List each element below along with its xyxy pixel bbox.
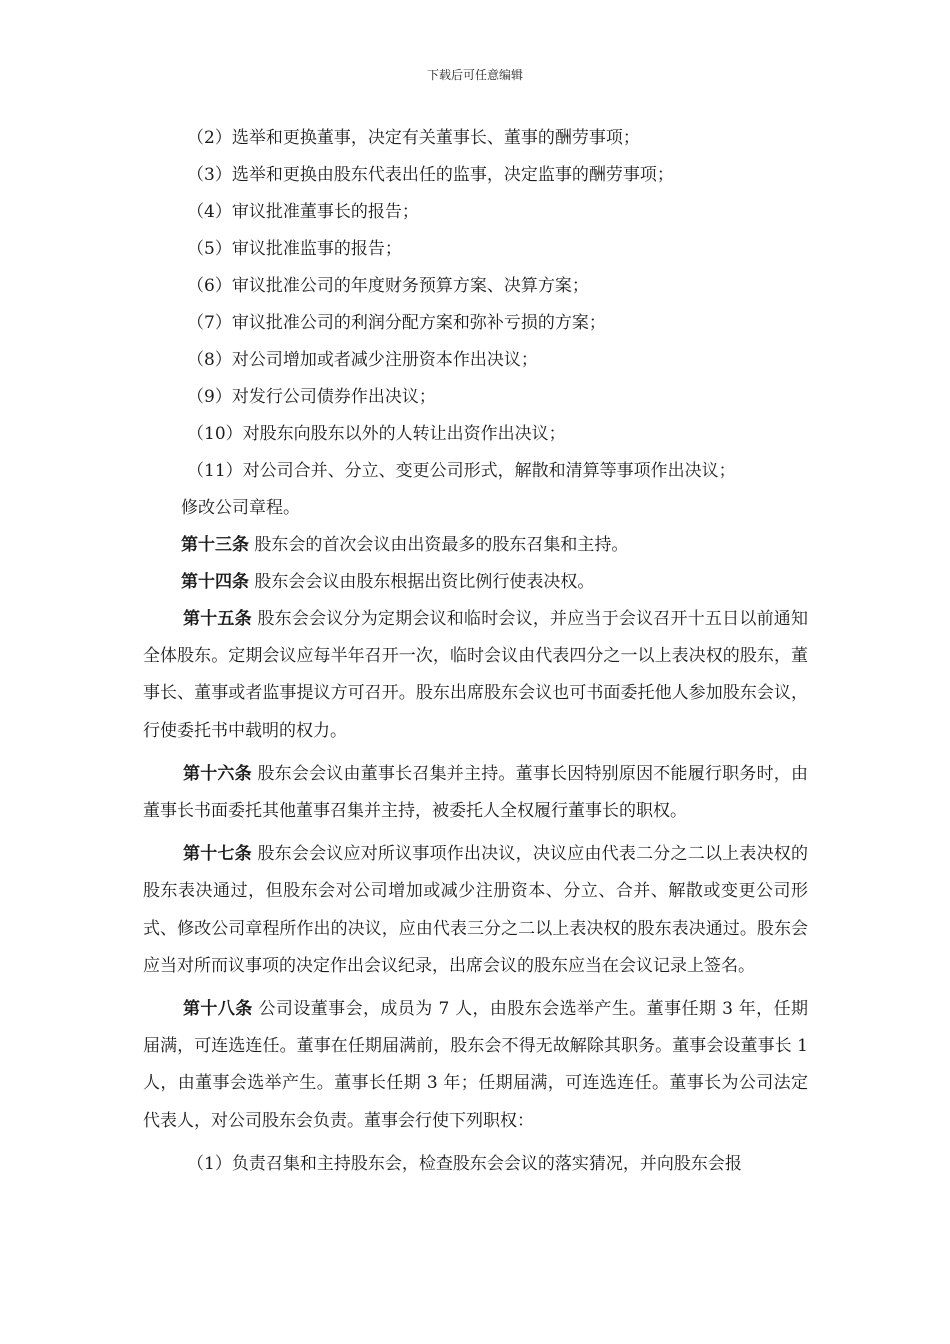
page-header: 下载后可任意编辑 [426,68,523,82]
list-item: （11）对公司合并、分立、变更公司形式，解散和清算等事项作出决议； [187,461,736,481]
article-15-text: 股东会会议分为定期会议和临时会议，并应当于会议召开十五日以前通知全体股东。定期会议应每半年召开一次，临时会议由代表四分之一以上表决权的股东，董事长、董事或者监事提议方可召开。股东出席股东会议也可书面委托他人参加股东会议，行使委托书中载明的权力。 [143,609,808,741]
list-item: （6）审议批准公司的年度财务预算方案、决算方案； [187,276,589,296]
article-14-title: 第十四条 [181,572,249,592]
list-item: （8）对公司增加或者减少注册资本作出决议； [187,350,538,370]
article-15-title: 第十五条 [183,609,252,629]
article-18 [143,991,808,1140]
article-16-text: 股东会会议由董事长召集并主持。董事长因特别原因不能履行职务时，由董事长书面委托其他董事召集并主持，被委托人全权履行董事长的职权。 [143,763,808,822]
list-item: （4）审议批准董事长的报告； [187,202,419,222]
board-duty-item: （1）负责召集和主持股东会，检查股东会会议的落实猜况，并向股东会报 [187,1153,742,1174]
article-16-title: 第十六条 [183,763,252,784]
article-17-text: 股东会会议应对所议事项作出决议，决议应由代表二分之二以上表决权的股东表决通过，但股东会对公司增加或减少注册资本、分立、合并、解散或变更公司形式、修改公司章程所作出的决议，应由代表三分之二以上表决权的股东表决通过。股东会应当对所而议事项的决定作出会议纪录，出席会议的股东应当在会议记录上签名。 [143,844,808,976]
list-item: （5）审议批准监事的报告； [187,239,402,259]
article-18-text: 公司设董事会，成员为 7 人，由股东会选举产生。董事任期 3 年，任期届满，可连选连任。董事在任期届满前，股东会不得无故解除其职务。董事会设董事长 1 人，由董事会选举产生。董事长任期 3 年；任期届满，可连选连任。董事长为公司法定代表人，对公司股东会负责。董事会行使下列职权： [143,999,809,1131]
article-13-title: 第十三条 [181,535,249,555]
list-item: （7）审议批准公司的利润分配方案和弥补亏损的方案； [187,313,606,333]
article-18-title: 第十八条 [183,999,253,1020]
list-item: （9）对发行公司债券作出决议； [187,387,436,407]
list-item: （2）选举和更换董事，决定有关董事长、董事的酬劳事项； [187,128,640,148]
article-15 [143,601,808,750]
article-14 [143,564,808,601]
article-13-text: 股东会的首次会议由出资最多的股东召集和主持。 [249,535,629,555]
document-body [143,120,808,1183]
list-item-amend: 修改公司章程。 [181,498,300,518]
article-16 [143,756,808,830]
article-14-text: 股东会会议由股东根据出资比例行使表决权。 [249,572,595,592]
list-item: （3）选举和更换由股东代表出任的监事，决定监事的酬劳事项； [187,165,674,185]
article-13 [143,527,808,564]
article-17 [143,836,808,985]
list-item: （10）对股东向股东以外的人转让出资作出决议； [187,424,566,444]
article-17-title: 第十七条 [183,844,252,865]
